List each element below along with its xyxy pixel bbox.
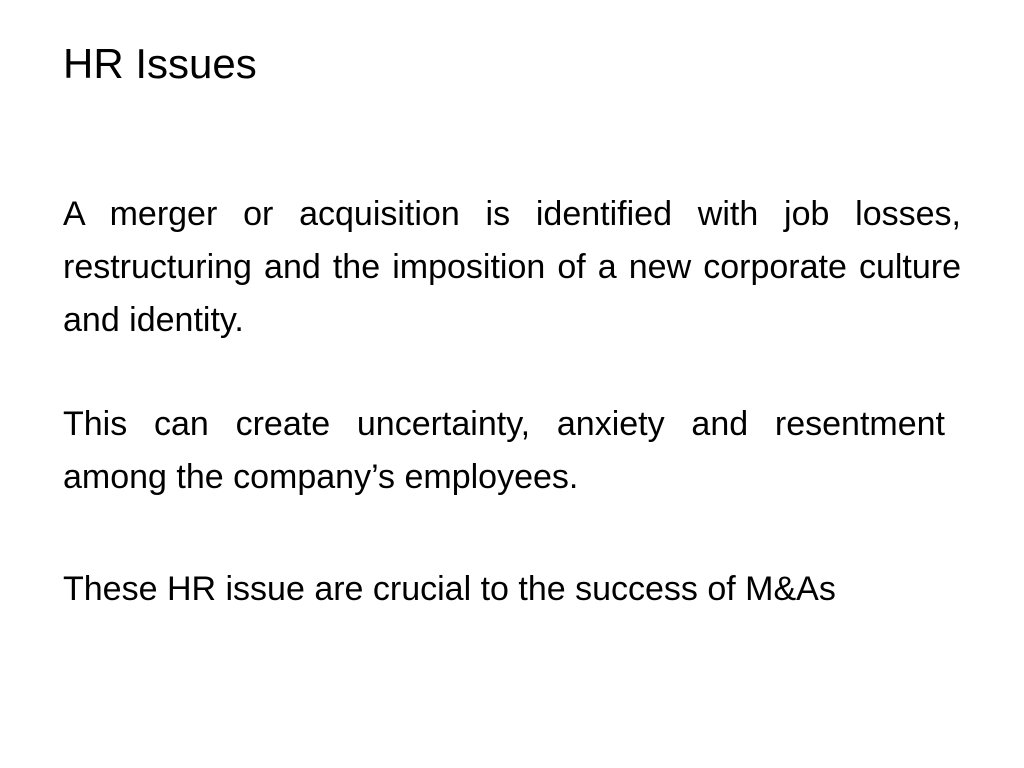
slide-title: HR Issues [63,40,257,87]
paragraph-job-losses: A merger or acquisition is identified with job losses, restructuring and the imposition of a new corporate culture and identity. [63,195,961,339]
paragraph-uncertainty: This can create uncertainty, anxiety and resentment among the company’s employees. [63,405,945,496]
paragraph-hr-crucial: These HR issue are crucial to the success of M&As [63,570,836,608]
